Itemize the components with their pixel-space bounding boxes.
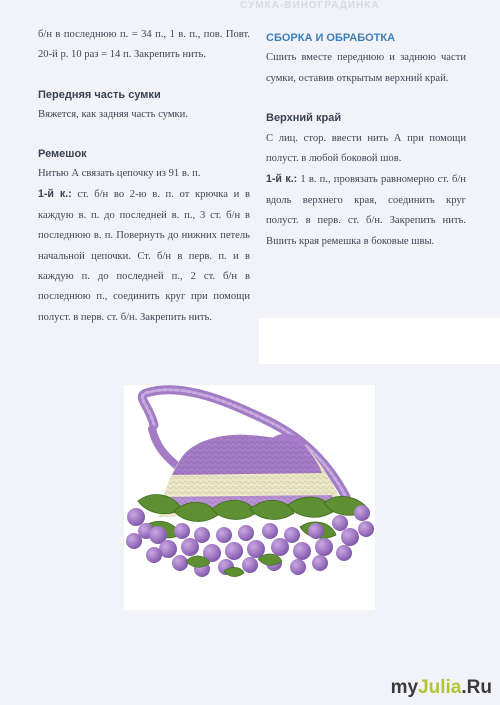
intro-paragraph: б/н в последнюю п. = 34 п., 1 в. п., пов. Повт. 20-й р. 10 раз = 14 п. Закрепить нить.: [38, 29, 250, 61]
right-column: [266, 28, 466, 252]
assembly-text: Сшить вместе переднюю и заднюю части сумки, оставив открытым верхний край.: [266, 52, 466, 84]
top-edge-text: С лиц. стор. ввести нить А при помощи полуст. в любой боковой шов.: [266, 132, 466, 165]
purse-photo: [124, 385, 375, 610]
watermark-my: my: [390, 677, 419, 698]
left-column: [38, 25, 250, 328]
strap-row-text: ст. б/н во 2-ю в. п. от крючка и в каждую в. п. до последней в. п., 3 ст. б/н в последнюю в. п. Повернуть до нижних петель начальной цепочки. Ст. б/н в перв. п. и в каждую п. до последней п., 2 ст. б/н в последнюю п., соединить круг при помощи полуст. в перв. ст. б/н. Закрепить нить.: [38, 189, 250, 323]
front-part-text: Вяжется, как задняя часть сумки.: [38, 109, 189, 121]
top-row-paragraph: [266, 169, 466, 252]
watermark-julia: Julia: [418, 677, 462, 698]
front-part-heading: Передняя часть сумки: [38, 88, 161, 101]
blank-panel: [259, 318, 500, 364]
strap-chain-text: Нитью А связать цепочку из 91 в. п.: [38, 168, 201, 180]
strap-row-label: 1-й к.:: [38, 188, 72, 201]
top-row-text: 1 в. п., провязать равномерно ст. б/н вдоль верхнего края, соединить круг полуст. в перв. ст. б/н. Закрепить нить. Вшить края ремешка в боковые швы.: [266, 174, 466, 247]
ghost-header-text: СУМКА-ВИНОГРАДИНКА: [240, 0, 380, 11]
strap-row-paragraph: [38, 184, 250, 328]
strap-heading: Ремешок: [38, 147, 87, 160]
top-row-label: 1-й к.:: [266, 173, 298, 186]
site-watermark: [391, 677, 492, 699]
assembly-heading: СБОРКА И ОБРАБОТКА: [266, 32, 396, 44]
top-edge-heading: Верхний край: [266, 112, 342, 125]
purse-illustration: [124, 385, 375, 610]
watermark-ru: .Ru: [461, 677, 492, 698]
